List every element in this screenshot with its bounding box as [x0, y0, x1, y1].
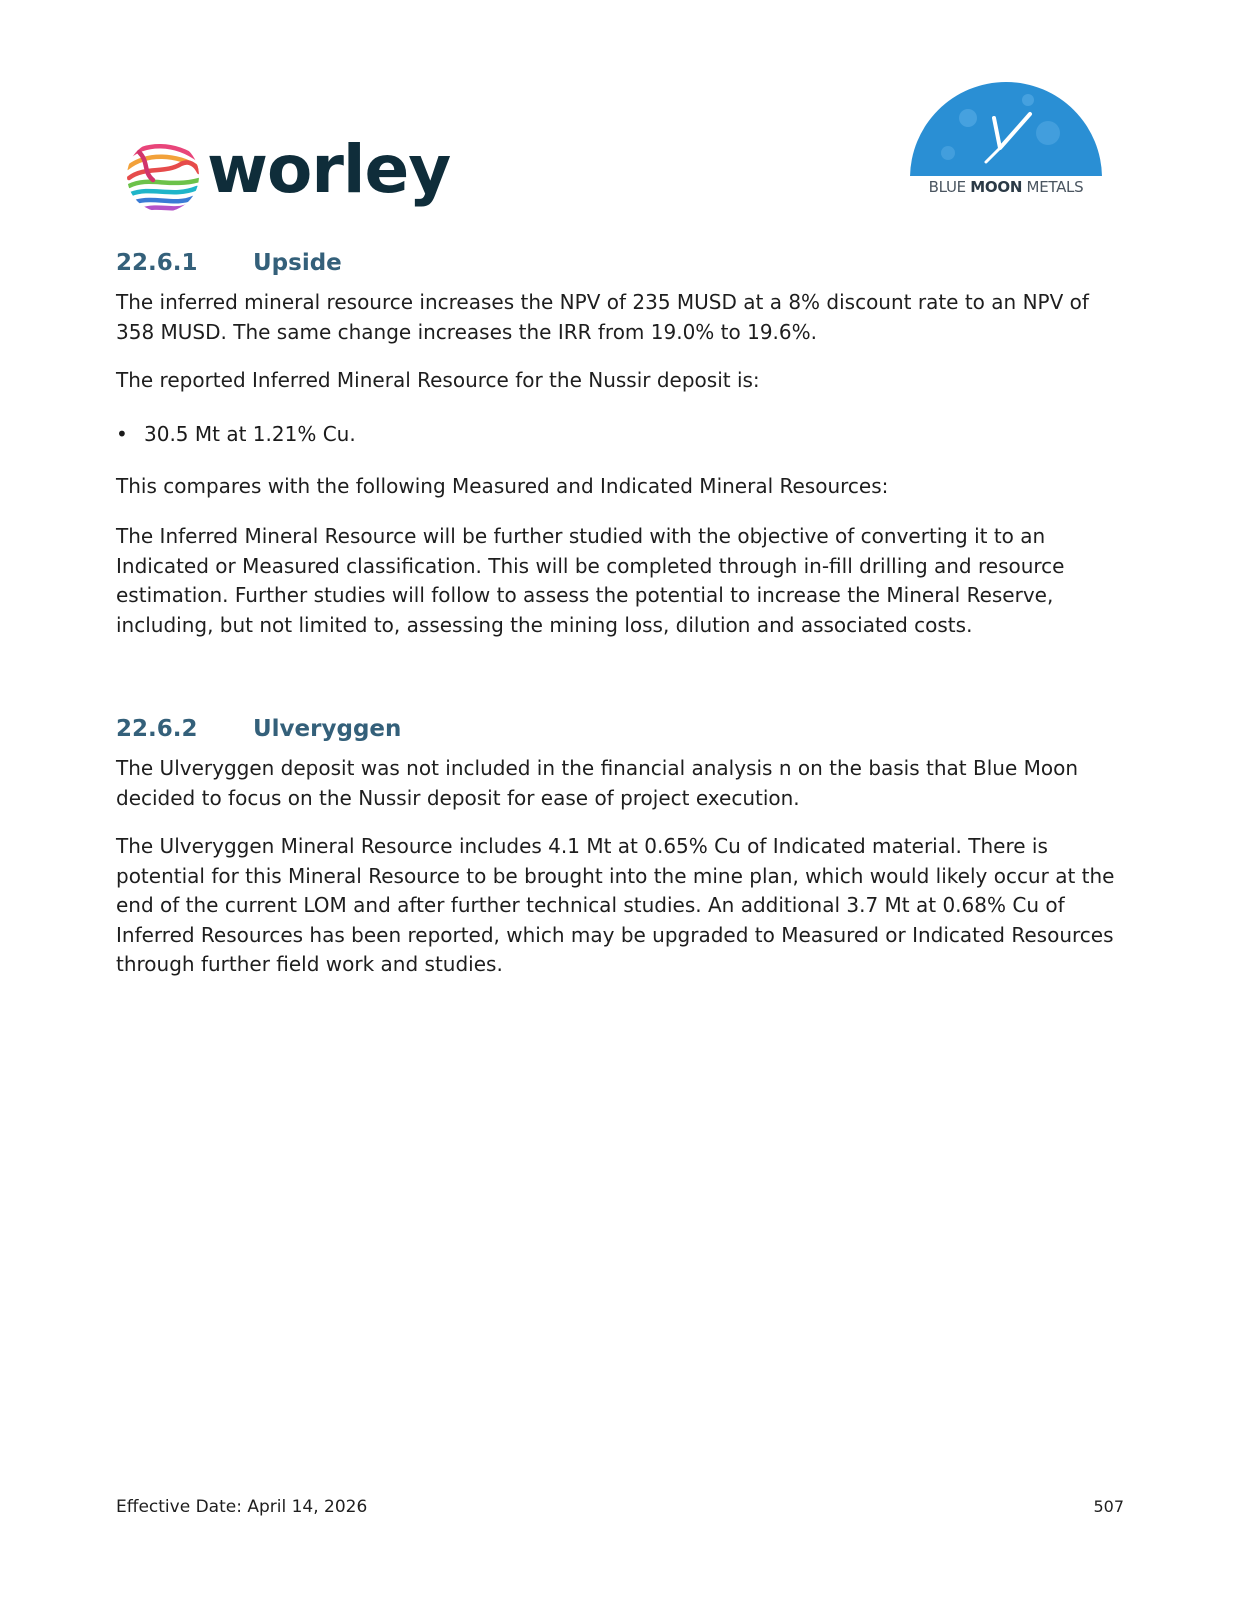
worley-globe-icon	[125, 138, 201, 214]
section-number: 22.6.2	[116, 716, 198, 742]
blue-moon-metals-logo	[908, 78, 1104, 202]
section-number: 22.6.1	[116, 250, 198, 276]
footer-page-number: 507	[1093, 1497, 1124, 1516]
list-item	[116, 420, 356, 450]
moon-icon	[908, 78, 1104, 178]
section-heading-upside	[116, 250, 342, 276]
worley-wordmark: worley	[207, 131, 451, 208]
footer-effective-date: Effective Date: April 14, 2026	[116, 1497, 368, 1517]
paragraph: The reported Inferred Mineral Resource for the Nussir deposit is:	[116, 368, 760, 392]
paragraph: The Inferred Mineral Resource will be further studied with the objective of converting it to an Indicated or Measured classification. This will be completed through in-fill drilling and resource estimation. Further studies will follow to assess the potential to increase the Mineral Reserve, including, but not limited to, assessing the mining loss, dilution and associated costs.	[116, 524, 1065, 637]
paragraph: The Ulveryggen Mineral Resource includes 4.1 Mt at 0.65% Cu of Indicated material. There is potential for this Mineral Resource to be brought into the mine plan, which would likely occur at the end of the current LOM and after further technical studies. An additional 3.7 Mt at 0.68% Cu of Inferred Resources has been reported, which may be upgraded to Measured or Indicated Resources through further field work and studies.	[116, 834, 1115, 976]
paragraph: The Ulveryggen deposit was not included in the financial analysis n on the basis that Blue Moon decided to focus on the Nussir deposit for ease of project execution.	[116, 756, 1079, 810]
section-title: Ulveryggen	[253, 716, 402, 742]
bullet-glyph: •	[116, 422, 128, 446]
blue-moon-metals-wordmark: BLUE MOON METALS	[928, 178, 1084, 196]
section-heading-ulveryggen	[116, 716, 401, 742]
paragraph: The inferred mineral resource increases the NPV of 235 MUSD at a 8% discount rate to an NPV of 358 MUSD. The same change increases the IRR from 19.0% to 19.6%.	[116, 290, 1089, 344]
worley-logo	[125, 131, 451, 216]
list-item-text: 30.5 Mt at 1.21% Cu.	[144, 422, 356, 446]
section-title: Upside	[253, 250, 342, 276]
paragraph: This compares with the following Measured and Indicated Mineral Resources:	[116, 474, 889, 498]
